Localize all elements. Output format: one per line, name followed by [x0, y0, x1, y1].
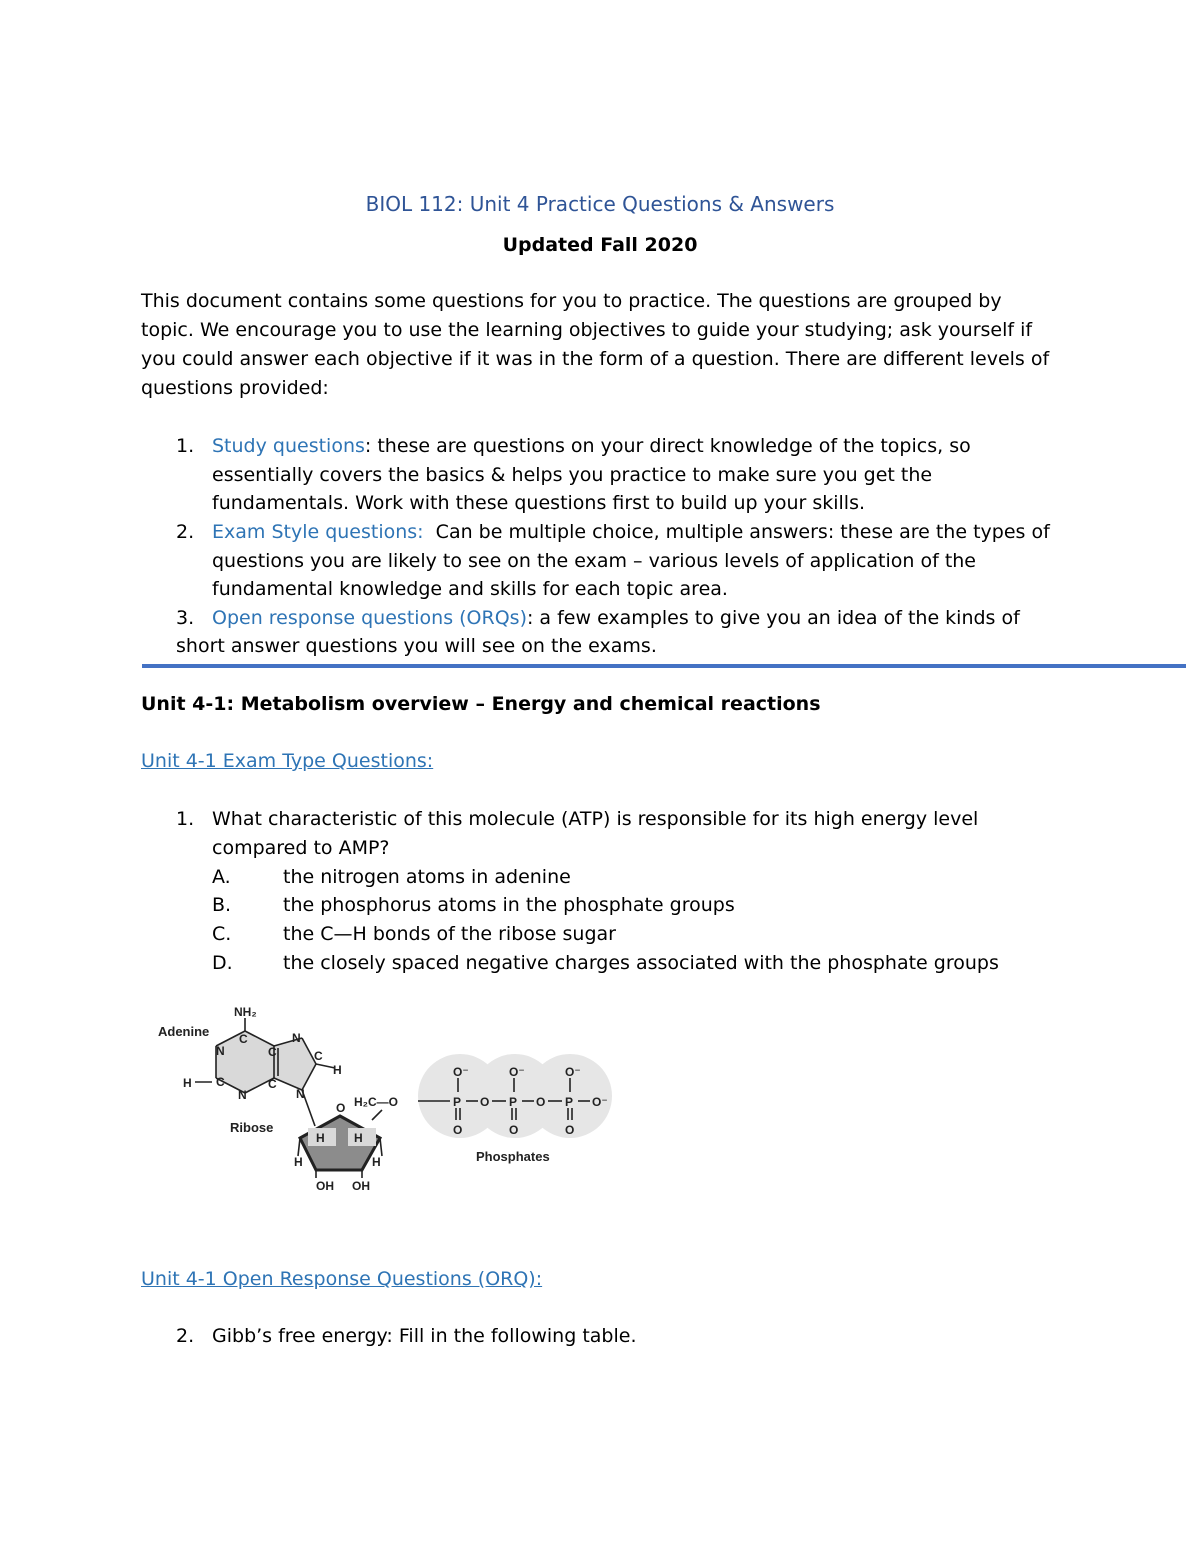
- svg-text:H: H: [354, 1131, 363, 1145]
- svg-text:C: C: [314, 1049, 323, 1063]
- svg-text:C: C: [239, 1032, 248, 1046]
- svg-text:P: P: [453, 1095, 462, 1109]
- svg-text:N: N: [216, 1044, 225, 1058]
- question-1: [0, 805, 1200, 980]
- section-divider: [142, 664, 1186, 668]
- orq-heading-link[interactable]: Unit 4-1 Open Response Questions (ORQ):: [141, 1268, 543, 1290]
- svg-text:H: H: [294, 1155, 303, 1169]
- list-item-open-response-questions: [212, 604, 1020, 633]
- option-text: the nitrogen atoms in adenine: [283, 866, 571, 888]
- answer-option-b[interactable]: [0, 891, 1200, 920]
- option-letter: A.: [212, 866, 231, 888]
- question-text: Gibb’s free energy: Fill in the following table.: [212, 1325, 637, 1347]
- svg-text:O: O: [453, 1123, 463, 1137]
- level-description-line: questions you are likely to see on the exam – various levels of application of the: [212, 550, 976, 572]
- level-label: Study questions: [212, 435, 365, 457]
- question-text-line: compared to AMP?: [212, 837, 390, 859]
- question-levels-list: [0, 432, 1200, 662]
- document-title: BIOL 112: Unit 4 Practice Questions & Answers: [365, 192, 835, 216]
- level-label: Exam Style questions:: [212, 521, 424, 543]
- option-letter: C.: [212, 923, 232, 945]
- intro-line: you could answer each objective if it was in the form of a question. There are different levels of: [141, 348, 1050, 370]
- svg-text:C: C: [216, 1075, 225, 1089]
- level-label: Open response questions (ORQs): [212, 607, 527, 629]
- level-description: : a few examples to give you an idea of the kinds of: [526, 607, 1020, 629]
- svg-text:O: O: [509, 1123, 519, 1137]
- svg-text:N: N: [238, 1088, 247, 1102]
- level-description: : these are questions on your direct knowledge of the topics, so: [364, 435, 971, 457]
- h2c-o-label: H₂C—O: [354, 1095, 398, 1109]
- list-number: 1.: [176, 435, 195, 457]
- oh-label: OH: [352, 1179, 370, 1193]
- svg-text:C: C: [268, 1077, 277, 1091]
- svg-text:H: H: [183, 1076, 192, 1090]
- oh-label: OH: [316, 1179, 334, 1193]
- adenine-label: Adenine: [158, 1024, 210, 1039]
- list-item-exam-style-questions: [212, 518, 1050, 547]
- svg-text:P: P: [565, 1095, 574, 1109]
- intro-line: questions provided:: [141, 377, 329, 399]
- unit-heading: Unit 4-1: Metabolism overview – Energy and chemical reactions: [141, 693, 821, 715]
- question-text-line: What characteristic of this molecule (ATP) is responsible for its high energy level: [212, 808, 979, 830]
- svg-text:H: H: [333, 1063, 342, 1077]
- answer-option-c[interactable]: [0, 920, 1200, 949]
- svg-text:O⁻: O⁻: [592, 1095, 608, 1109]
- atp-structure-figure: [150, 998, 630, 1198]
- question-number: 1.: [176, 808, 195, 830]
- list-number: 3.: [176, 607, 195, 629]
- intro-paragraph: [141, 287, 1081, 403]
- option-letter: B.: [212, 894, 232, 916]
- svg-text:P: P: [509, 1095, 518, 1109]
- svg-text:O: O: [336, 1101, 346, 1115]
- list-number: 2.: [176, 521, 195, 543]
- ribose-label: Ribose: [230, 1120, 274, 1135]
- intro-line: This document contains some questions for you to practice. The questions are grouped by: [141, 290, 1002, 312]
- option-text: the phosphorus atoms in the phosphate groups: [283, 894, 735, 916]
- svg-text:O: O: [480, 1095, 490, 1109]
- option-letter: D.: [212, 952, 233, 974]
- option-text: the C—H bonds of the ribose sugar: [283, 923, 616, 945]
- svg-text:C: C: [268, 1045, 277, 1059]
- svg-text:O⁻: O⁻: [509, 1065, 525, 1079]
- adenine-shade: [274, 1038, 316, 1090]
- question-number: 2.: [176, 1325, 195, 1347]
- svg-text:H: H: [372, 1155, 381, 1169]
- list-item-study-questions: [212, 432, 971, 461]
- document-subtitle: Updated Fall 2020: [502, 234, 698, 256]
- svg-text:N: N: [296, 1087, 305, 1101]
- svg-text:O⁻: O⁻: [453, 1065, 469, 1079]
- option-text: the closely spaced negative charges associated with the phosphate groups: [283, 952, 999, 974]
- svg-text:O⁻: O⁻: [565, 1065, 581, 1079]
- svg-text:O: O: [536, 1095, 546, 1109]
- exam-questions-heading-link[interactable]: Unit 4-1 Exam Type Questions:: [141, 750, 434, 772]
- level-description-line: fundamental knowledge and skills for each topic area.: [212, 578, 728, 600]
- level-description-line: fundamentals. Work with these questions first to build up your skills.: [212, 492, 866, 514]
- svg-text:O: O: [565, 1123, 575, 1137]
- nh2-label: NH₂: [234, 1005, 257, 1019]
- question-2: [0, 1322, 1200, 1351]
- phosphates-label: Phosphates: [476, 1149, 550, 1164]
- answer-option-d[interactable]: [0, 949, 1200, 978]
- svg-text:H: H: [316, 1131, 325, 1145]
- intro-line: topic. We encourage you to use the learning objectives to guide your studying; ask yourself if: [141, 319, 1033, 341]
- level-description: Can be multiple choice, multiple answers: these are the types of: [423, 521, 1050, 543]
- level-description-line: short answer questions you will see on the exams.: [176, 635, 657, 657]
- answer-option-a[interactable]: [0, 863, 1200, 892]
- svg-text:N: N: [292, 1031, 301, 1045]
- level-description-line: essentially covers the basics & helps you practice to make sure you get the: [212, 464, 933, 486]
